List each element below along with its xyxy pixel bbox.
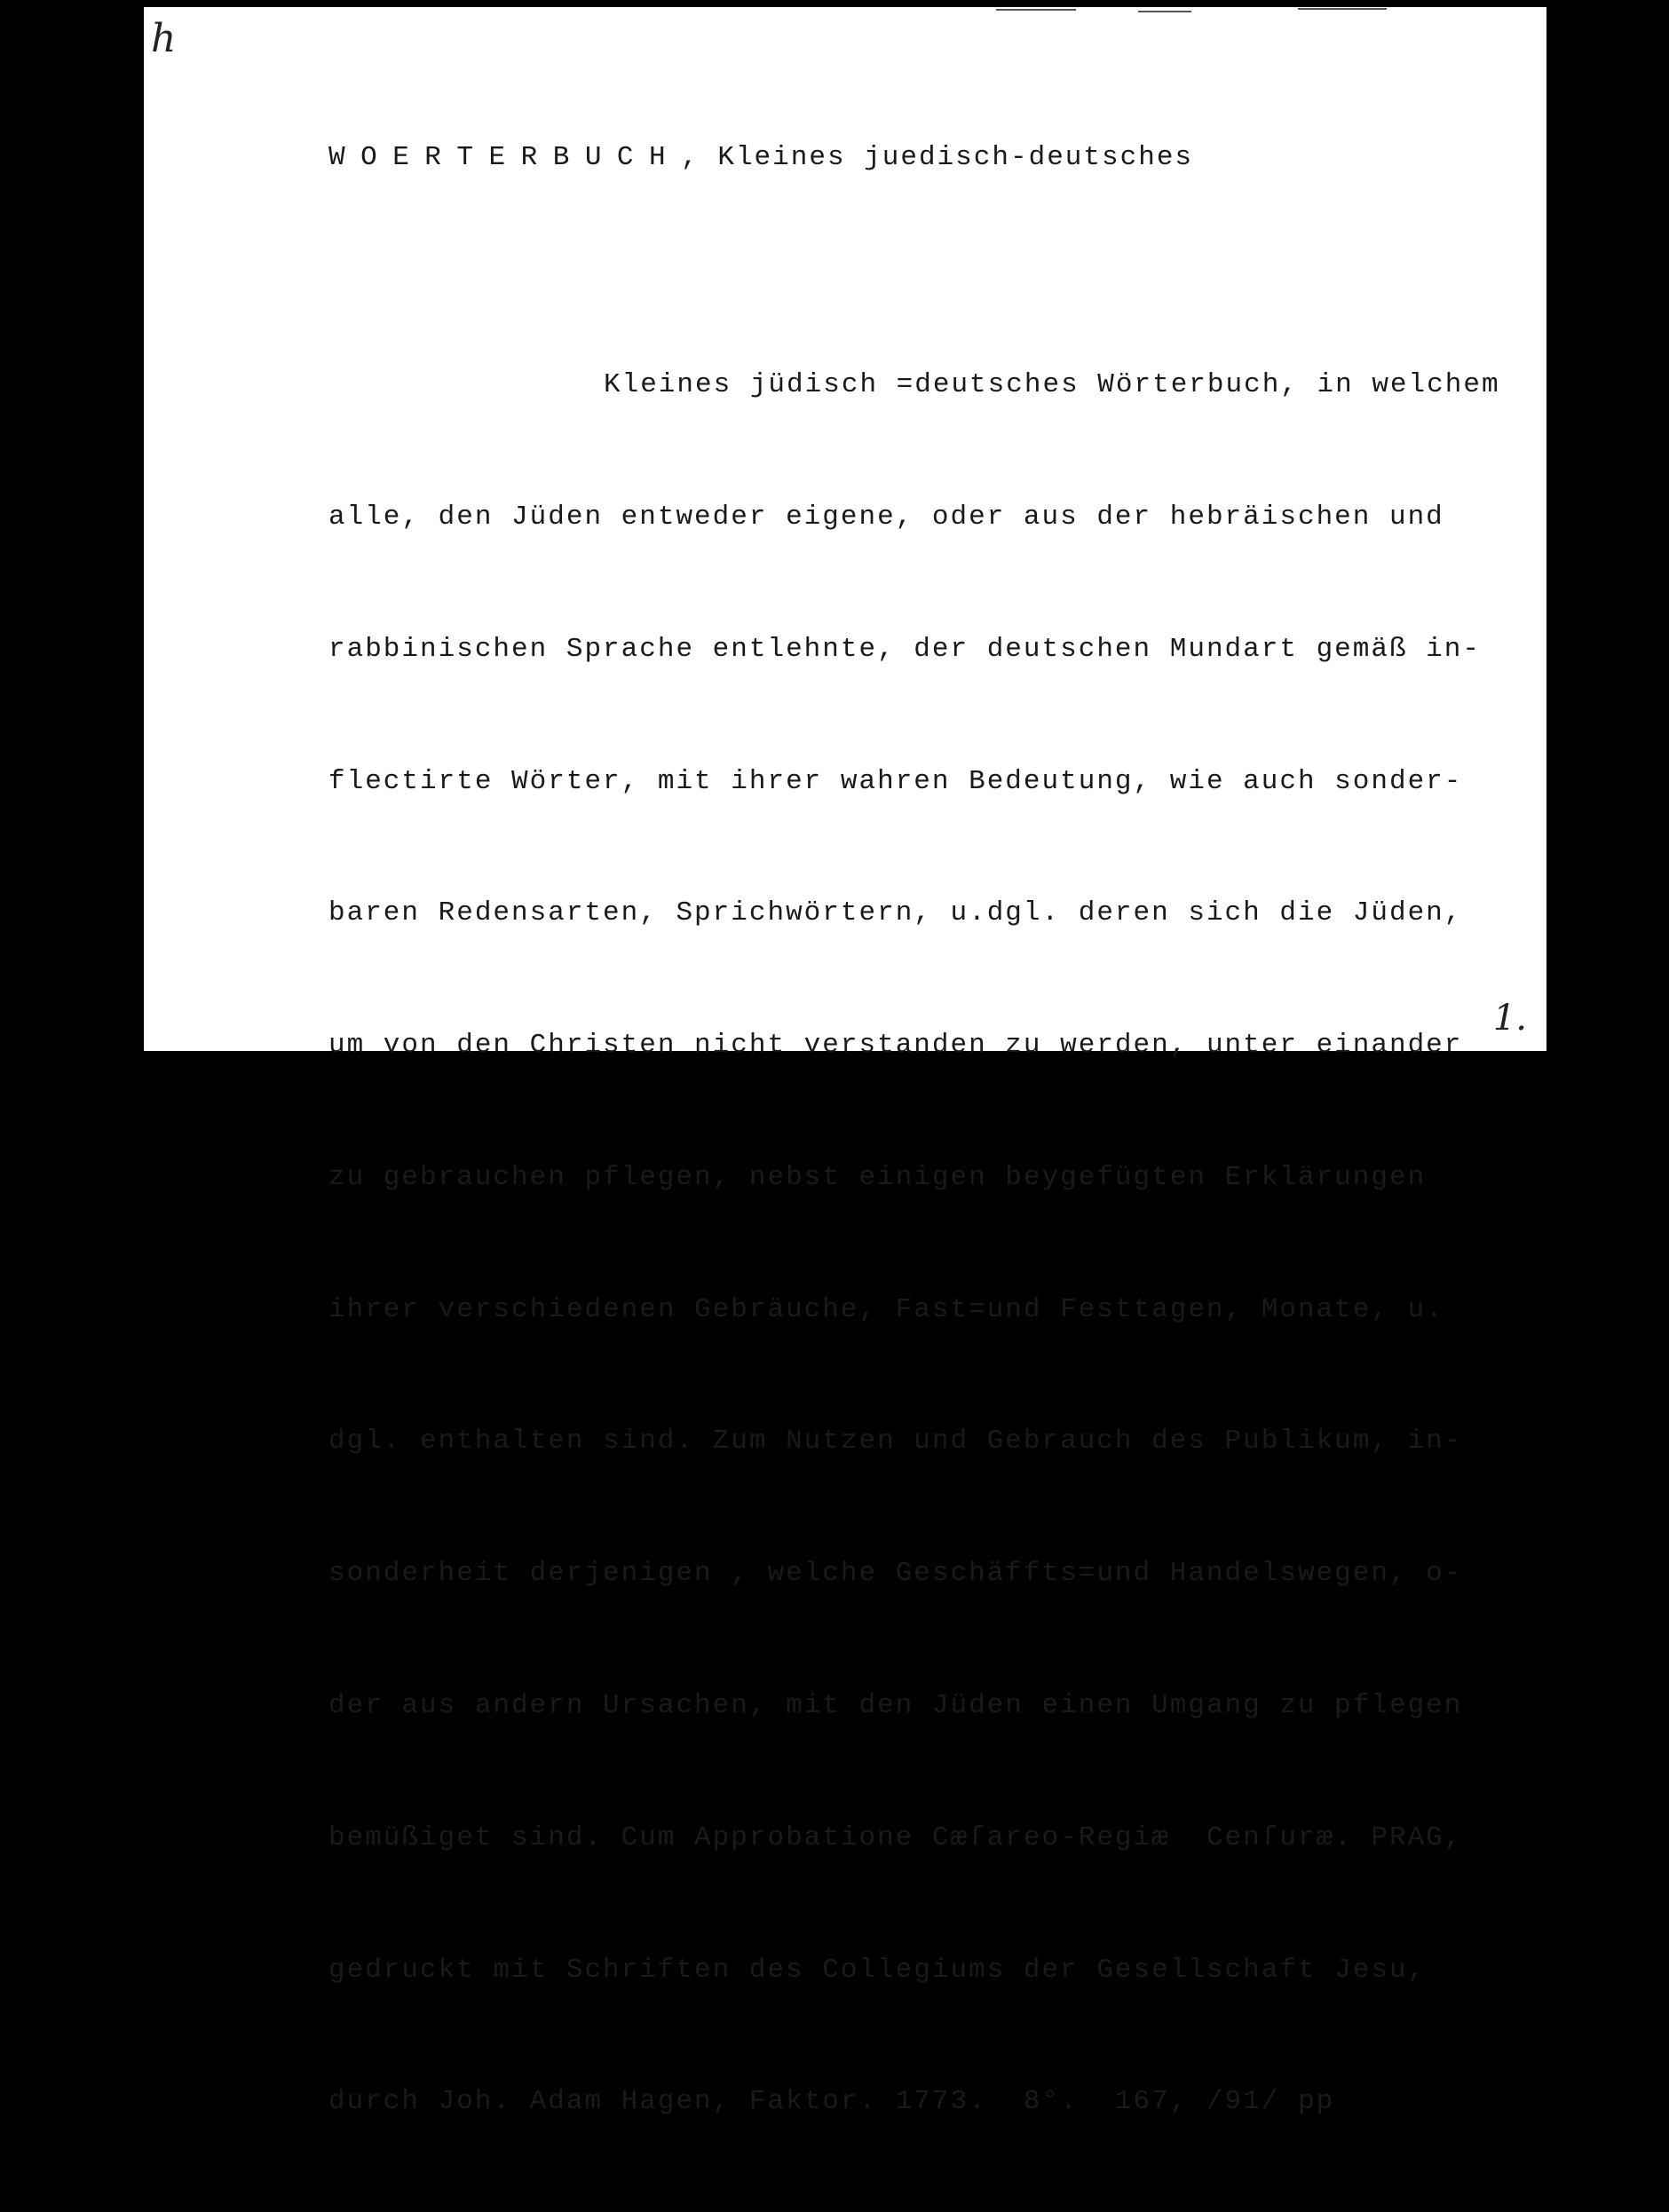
- text-line: zu gebrauchen pflegen, nebst einigen beygefügten Erklärungen: [328, 1161, 1427, 1193]
- text-line: flectirte Wörter, mit ihrer wahren Bedeutung, wie auch sonder-: [328, 765, 1463, 797]
- text-line: rabbinischen Sprache entlehnte, der deutschen Mundart gemäß in-: [328, 633, 1481, 665]
- text-line: baren Redensarten, Sprichwörtern, u.dgl. deren sich die Jüden,: [328, 897, 1463, 929]
- text-line: alle, den Jüden entweder eigene, oder aus der hebräischen und: [328, 501, 1444, 533]
- catalog-card: [144, 7, 1546, 2118]
- heading-keyword: WOERTERBUCH: [328, 142, 682, 173]
- text-line: der aus andern Ursachen, mit den Jüden einen Umgang zu pflegen: [328, 1690, 1463, 1721]
- text-line: durch Joh. Adam Hagen, Faktor. 1773. 8°. 167, /91/ pp: [328, 2086, 1335, 2118]
- text-line: dgl. enthalten sind. Zum Nutzen und Gebrauch des Publikum, in-: [328, 1426, 1463, 1458]
- text-line: Kleines jüdisch =deutsches Wörterbuch, in welchem: [604, 369, 1500, 401]
- scan-speck: [1138, 11, 1191, 12]
- heading-subtitle: , Kleines juedisch-deutsches: [681, 142, 1194, 173]
- text-line: bemüßiget sind. Cum Approbatione Cæſareo-Regiæ Cenſuræ. PRAG,: [328, 1821, 1463, 1853]
- scan-speck: [1298, 8, 1387, 10]
- scan-speck: [996, 9, 1076, 11]
- title-transcription: [328, 275, 1500, 2212]
- text-line: sonderheit derjenigen , welche Geschäffts=und Handelswegen, o-: [328, 1558, 1463, 1590]
- handwritten-page-number: 1.: [1492, 998, 1527, 1039]
- card-heading: [328, 142, 1193, 173]
- text-line: um von den Christen nicht verstanden zu werden, unter einander: [328, 1030, 1463, 1062]
- text-line: gedruckt mit Schriften des Collegiums der Gesellschaft Jesu,: [328, 1954, 1427, 1986]
- handwritten-corner-mark: h: [151, 16, 177, 61]
- text-line: ihrer verschiedenen Gebräuche, Fast=und Festtagen, Monate, u.: [328, 1293, 1444, 1325]
